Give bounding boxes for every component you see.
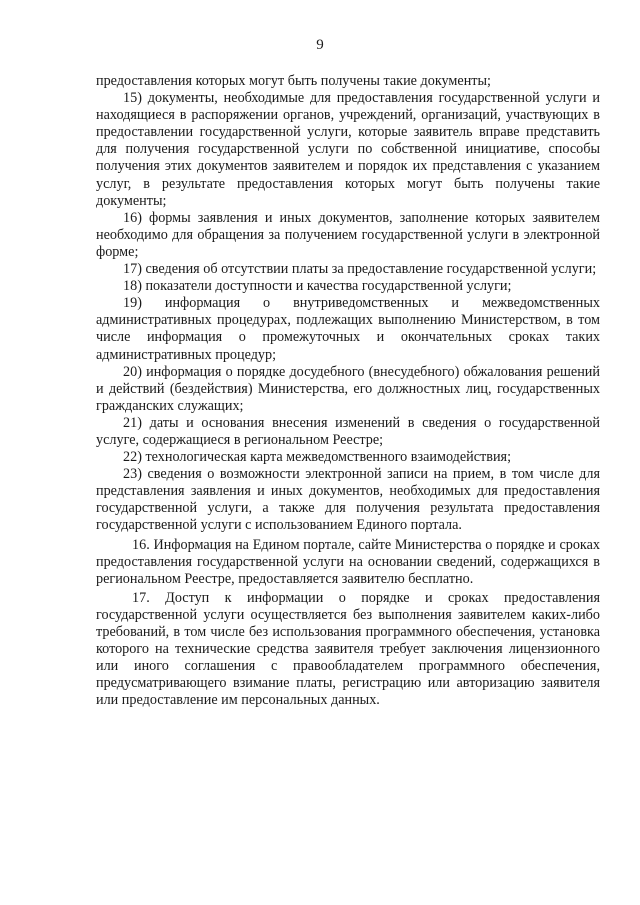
list-item-22: 22) технологическая карта межведомственного взаимодействия; (123, 449, 512, 466)
list-item-19: 19) информация о внутриведомственных и межведомственных административных процедурах, подлежащих выполнению Министерством, в том числе информация о промежуточных и окончательных сроках таких административных процедур; (96, 295, 600, 363)
section-16: 16. Информация на Едином портале, сайте Министерства о порядке и сроках предоставления государственной услуги на основании сведений, содержащихся в региональном Реестре, предоставляется заявителю бесплатно. (96, 536, 600, 587)
list-item-17: 17) сведения об отсутствии платы за предоставление государственной услуги; (123, 261, 597, 278)
list-item-15: 15) документы, необходимые для предоставления государственной услуги и находящиеся в распоряжении органов, учреждений, организаций, участвующих в предоставлении государственной услуги, которые заявитель вправе представить для получения государственной услуги по собственной инициативе, способы получения этих документов заявителем и порядок их представления с указанием услуг, в результате предоставления которых могут быть получены такие документы; (96, 90, 600, 209)
list-item-18: 18) показатели доступности и качества государственной услуги; (123, 278, 512, 295)
list-item-20: 20) информация о порядке досудебного (внесудебного) обжалования решений и действий (бездействия) Министерства, его должностных лиц, государственных гражданских служащих; (96, 363, 600, 414)
list-item-23: 23) сведения о возможности электронной записи на прием, в том числе для представления заявления и иных документов, необходимых для предоставления государственной услуги, а также для получения результата предоставления государственной услуги с использованием Единого портала. (96, 466, 600, 534)
list-item-16: 16) формы заявления и иных документов, заполнение которых заявителем необходимо для обращения за получением государственной услуги в электронной форме; (96, 209, 600, 260)
paragraph-continuation: предоставления которых могут быть получены такие документы; (96, 73, 491, 89)
document-body (96, 73, 600, 709)
page-number: 9 (316, 37, 324, 53)
section-17: 17. Доступ к информации о порядке и сроках предоставления государственной услуги осуществляется без выполнения заявителем каких-либо требований, в том числе без использования программного обеспечения, установка которого на технические средства заявителя требует заключения лицензионного или иного соглашения с правообладателем программного обеспечения, предусматривающего взимание платы, регистрацию или авторизацию заявителя или предоставление им персональных данных. (96, 589, 600, 709)
list-item-21: 21) даты и основания внесения изменений в сведения о государственной услуге, содержащиеся в региональном Реестре; (96, 414, 600, 448)
